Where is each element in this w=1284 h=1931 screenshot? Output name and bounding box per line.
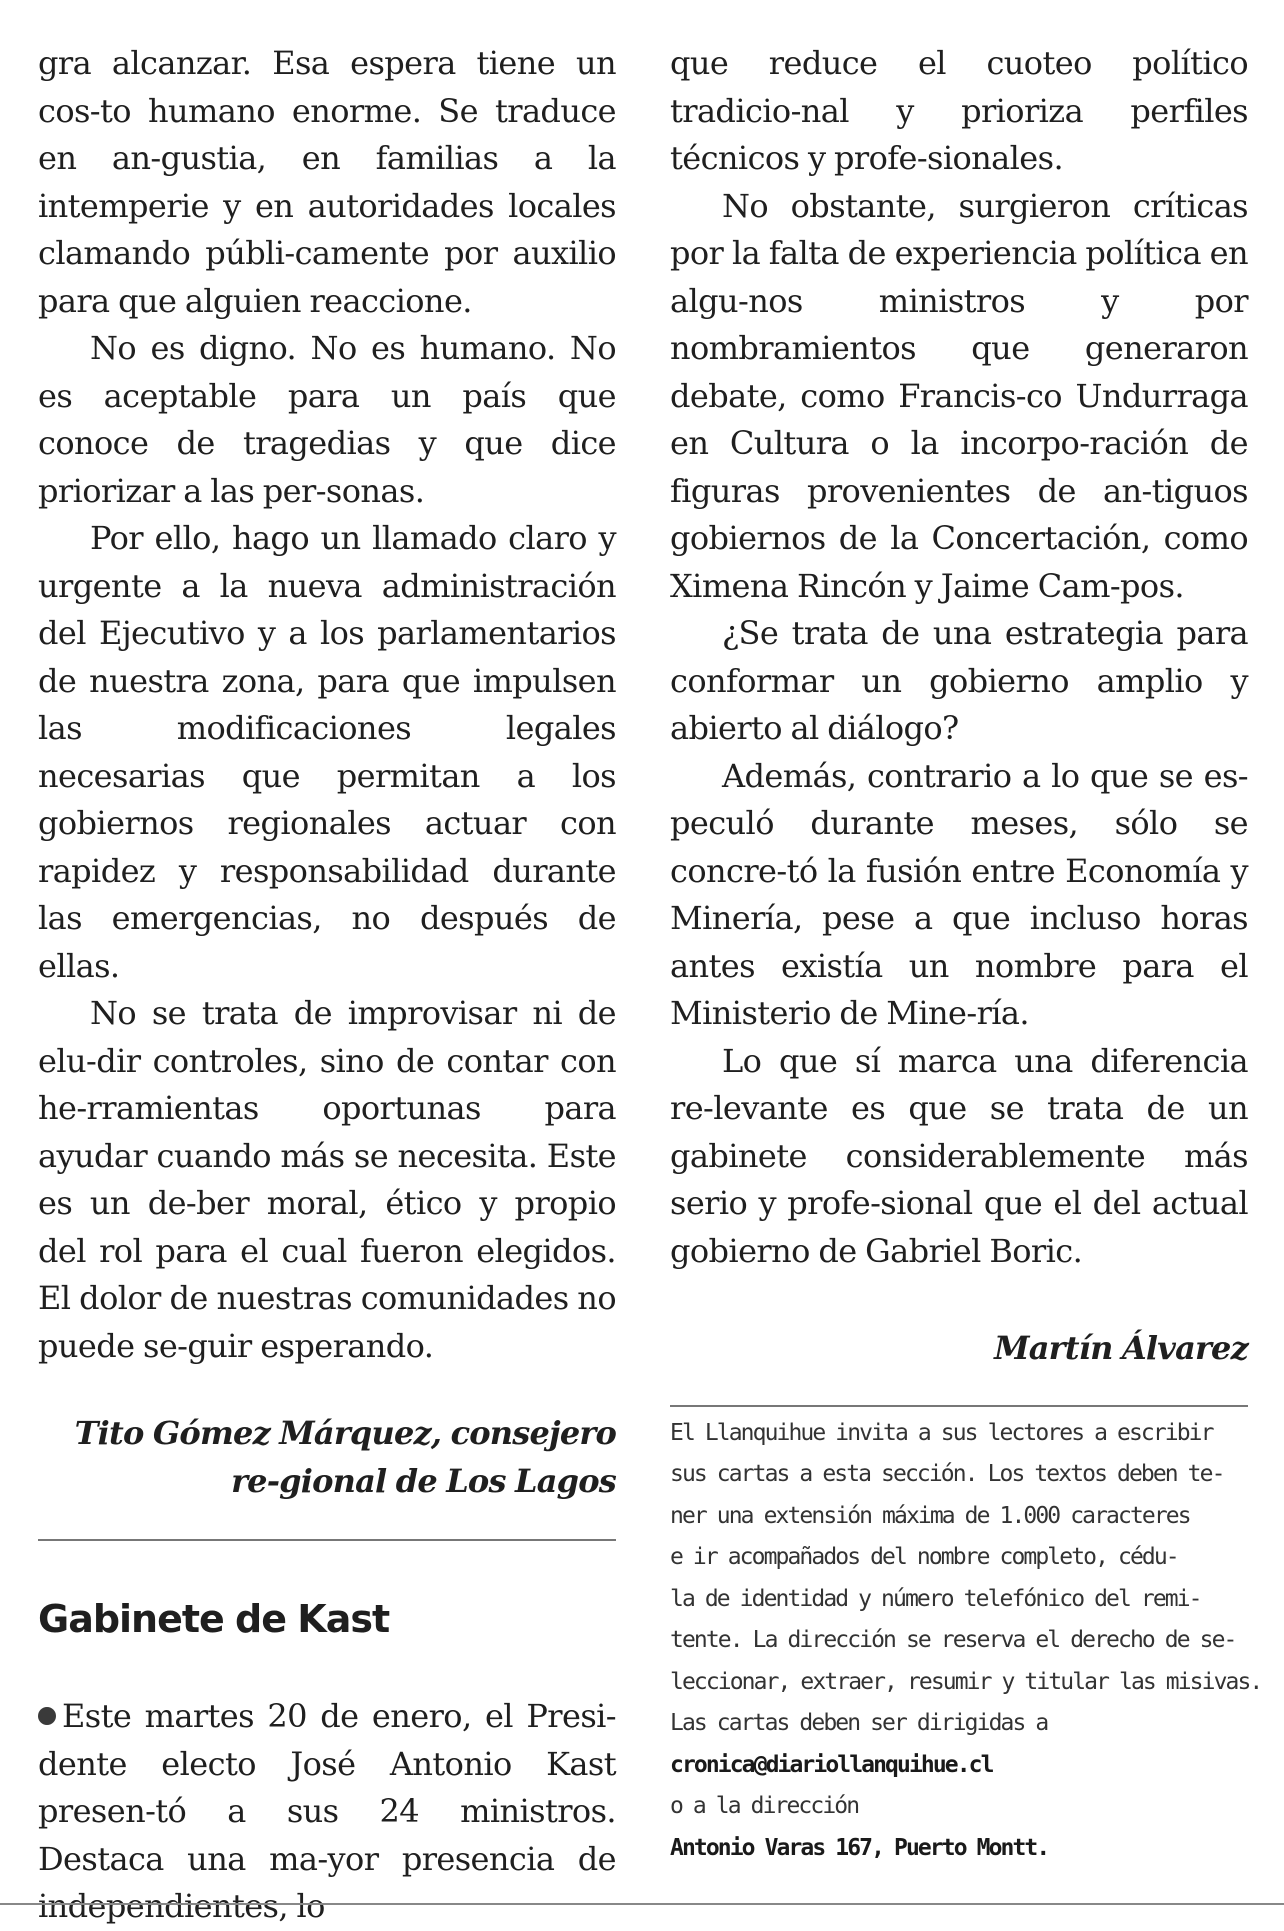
- letter-paragraph: No se trata de improvisar ni de elu-dir controles, sino de contar con he-rramientas oportunas para ayudar cuando más se necesita. Este es un de-ber moral, ético y propio del rol para el cual fueron elegidos. El dolor de nuestras comunidades no puede se-guir esperando.: [38, 994, 616, 1365]
- letter-paragraph: gra alcanzar. Esa espera tiene un cos-to humano enorme. Se traduce en an-gustia, en familias a la intemperie y en autoridades locales clamando públi-camente por auxilio para que alguien reaccione.: [38, 44, 616, 320]
- letter-signature: Tito Gómez Márquez, consejero re-gional de Los Lagos: [74, 1414, 616, 1500]
- notice-line: El Llanquihue invita a sus lectores a escribir: [670, 1419, 1213, 1446]
- letter-paragraph: [38, 1693, 616, 1931]
- left-column: [38, 40, 616, 1931]
- letter-signature: Martín Álvarez: [994, 1329, 1248, 1367]
- right-column: [670, 40, 1262, 1869]
- letter-paragraph: No obstante, surgieron críticas por la falta de experiencia política en algu-nos ministros y por nombramientos que generaron debate, como Francis-co Undurraga en Cultura o la incorpo-ración de figuras provenientes de an-tiguos gobiernos de la Concertación, como Ximena Rincón y Jaime Cam-pos.: [670, 186, 1248, 605]
- notice-address: Antonio Varas 167, Puerto Montt.: [670, 1834, 1049, 1861]
- notice-address-intro: o a la dirección: [670, 1793, 859, 1819]
- notice-line: leccionar, extraer, resumir y titular las misivas.: [670, 1668, 1262, 1695]
- notice-divider: [670, 1405, 1248, 1407]
- letter-paragraph: ¿Se trata de una estrategia para conformar un gobierno amplio y abierto al diálogo?: [670, 614, 1248, 747]
- letter-paragraph: No es digno. No es humano. No es aceptable para un país que conoce de tragedias y que dice priorizar a las per-sonas.: [38, 329, 616, 510]
- letter-paragraph: Además, contrario a lo que se es-peculó durante meses, sólo se concre-tó la fusión entre Economía y Minería, pese a que incluso horas antes existía un nombre para el Ministerio de Mine-ría.: [670, 756, 1248, 1032]
- notice-line: la de identidad y número telefónico del remi-: [670, 1585, 1201, 1612]
- letter-paragraph: Por ello, hago un llamado claro y urgente a la nueva administración del Ejecutivo y a los parlamentarios de nuestra zona, para que impulsen las modificaciones legales necesarias que permitan a los gobiernos regionales actuar con rapidez y responsabilidad durante las emergencias, no después de ellas.: [38, 519, 616, 985]
- notice-line: Las cartas deben ser dirigidas a: [670, 1710, 1048, 1736]
- notice-email: cronica@diariollanquihue.cl: [670, 1751, 993, 1778]
- notice-line: ner una extensión máxima de 1.000 caracteres: [670, 1502, 1190, 1529]
- section-divider: [38, 1539, 616, 1541]
- page-bottom-rule: [0, 1903, 1284, 1905]
- section-intro-text: Este martes 20 de enero, el Presi-dente electo José Antonio Kast presen-tó a sus 24 ministros. Destaca una ma-yor presencia de independientes, lo: [38, 1697, 616, 1925]
- section-title: Gabinete de Kast: [38, 1597, 390, 1641]
- bullet-icon: [38, 1707, 56, 1725]
- letter-paragraph: Lo que sí marca una diferencia re-levante es que se trata de un gabinete considerablemente más serio y profe-sional que el del actual gobierno de Gabriel Boric.: [670, 1041, 1248, 1270]
- notice-line: sus cartas a esta sección. Los textos deben te-: [670, 1461, 1224, 1487]
- notice-line: e ir acompañados del nombre completo, cédu-: [670, 1544, 1178, 1570]
- notice-line: tente. La dirección se reserva el derecho de se-: [670, 1627, 1236, 1653]
- submission-notice: [670, 1413, 1262, 1870]
- letter-paragraph: que reduce el cuoteo político tradicio-nal y prioriza perfiles técnicos y profe-sionales.: [670, 44, 1248, 177]
